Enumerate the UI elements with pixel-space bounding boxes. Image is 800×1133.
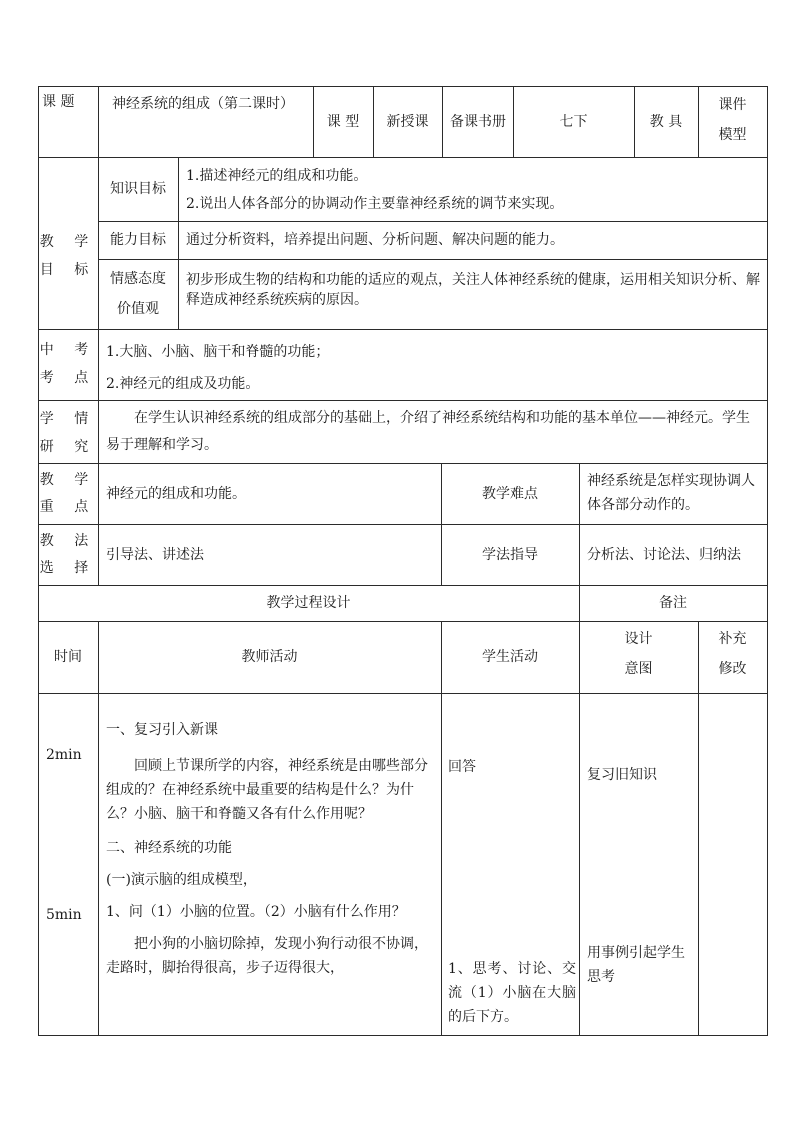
remarks-label: 备注 <box>659 595 687 611</box>
process-title: 教学过程设计 <box>266 595 351 611</box>
book-value: 七下 <box>559 114 588 130</box>
col-teacher: 教师活动 <box>241 649 298 665</box>
difficulty-label: 教学难点 <box>482 485 538 502</box>
col-supplement: 补充 修改 <box>718 631 747 677</box>
teacher-activity: 一、复习引入新课 回顾上节课所学的内容，神经系统是由哪些部分组成的？在神经系统中最重要的结构是什么？为什么？小脑、脑干和脊髓又各有什么作用呢？ 二、神经系统的功能 (一)演示脑的组成模型， 1、问（1）小脑的位置。（2）小脑有什么作用？ 把小狗的小脑切除掉，发现小狗行动很不协调，走路时，脚抬得很高，步子迈得很大， <box>106 722 428 976</box>
ability-goal: 通过分析资料，培养提出问题、分析问题、解决问题的能力。 <box>186 232 564 248</box>
tools-value: 课件 模型 <box>718 97 747 143</box>
knowledge-goals: 1.描述神经元的组成和功能。 2.说出人体各部分的协调动作主要靠神经系统的调节来实现。 <box>186 168 564 212</box>
focus-value: 神经元的组成和功能。 <box>106 485 246 502</box>
study-text: 在学生认识神经系统的组成部分的基础上，介绍了神经系统结构和功能的基本单位——神经元。学生易于理解和学习。 <box>106 410 750 453</box>
study-method-label: 学法指导 <box>482 546 538 563</box>
study-method-value: 分析法、讨论法、归纳法 <box>587 546 741 563</box>
type-value: 新授课 <box>386 114 429 130</box>
study-label: 学 情 研 究 <box>39 411 97 455</box>
col-design: 设计 意图 <box>624 631 653 677</box>
time-2: 5min <box>46 907 82 923</box>
difficulty-value: 神经系统是怎样实现协调人体各部分动作的。 <box>587 473 755 513</box>
methods-label: 教 法 选 择 <box>39 533 97 576</box>
book-label: 备课书册 <box>450 114 506 130</box>
time-1: 2min <box>46 747 82 763</box>
exam-points: 1.大脑、小脑、脑干和脊髓的功能； 2.神经元的组成及功能。 <box>106 344 330 392</box>
objectives-label: 教 学 目 标 <box>39 234 97 278</box>
type-label: 课 型 <box>326 114 360 130</box>
design-intent-2: 用事例引起学生思考 <box>587 945 685 985</box>
knowledge-label: 知识目标 <box>110 181 166 197</box>
exam-label: 中 考 考 点 <box>39 342 97 386</box>
col-time: 时间 <box>54 649 82 665</box>
methods-value: 引导法、讲述法 <box>106 546 204 563</box>
emotion-label: 情感态度 价值观 <box>110 271 166 317</box>
student-activity-1: 回答 <box>448 759 476 775</box>
tools-label: 教 具 <box>649 114 683 130</box>
topic-label: 课 题 <box>42 94 75 110</box>
focus-label: 教 学 重 点 <box>39 472 97 515</box>
emotion-goal: 初步形成生物的结构和功能的适应的观点，关注人体神经系统的健康，运用相关知识分析、解释造成神经系统疾病的原因。 <box>186 272 760 308</box>
ability-label: 能力目标 <box>110 232 166 248</box>
col-student: 学生活动 <box>482 649 538 665</box>
student-activity-2: 1、思考、讨论、交流（1）小脑在大脑的后下方。 <box>448 961 576 1025</box>
design-intent-1: 复习旧知识 <box>587 767 657 783</box>
topic-value: 神经系统的组成（第二课时） <box>112 96 294 112</box>
